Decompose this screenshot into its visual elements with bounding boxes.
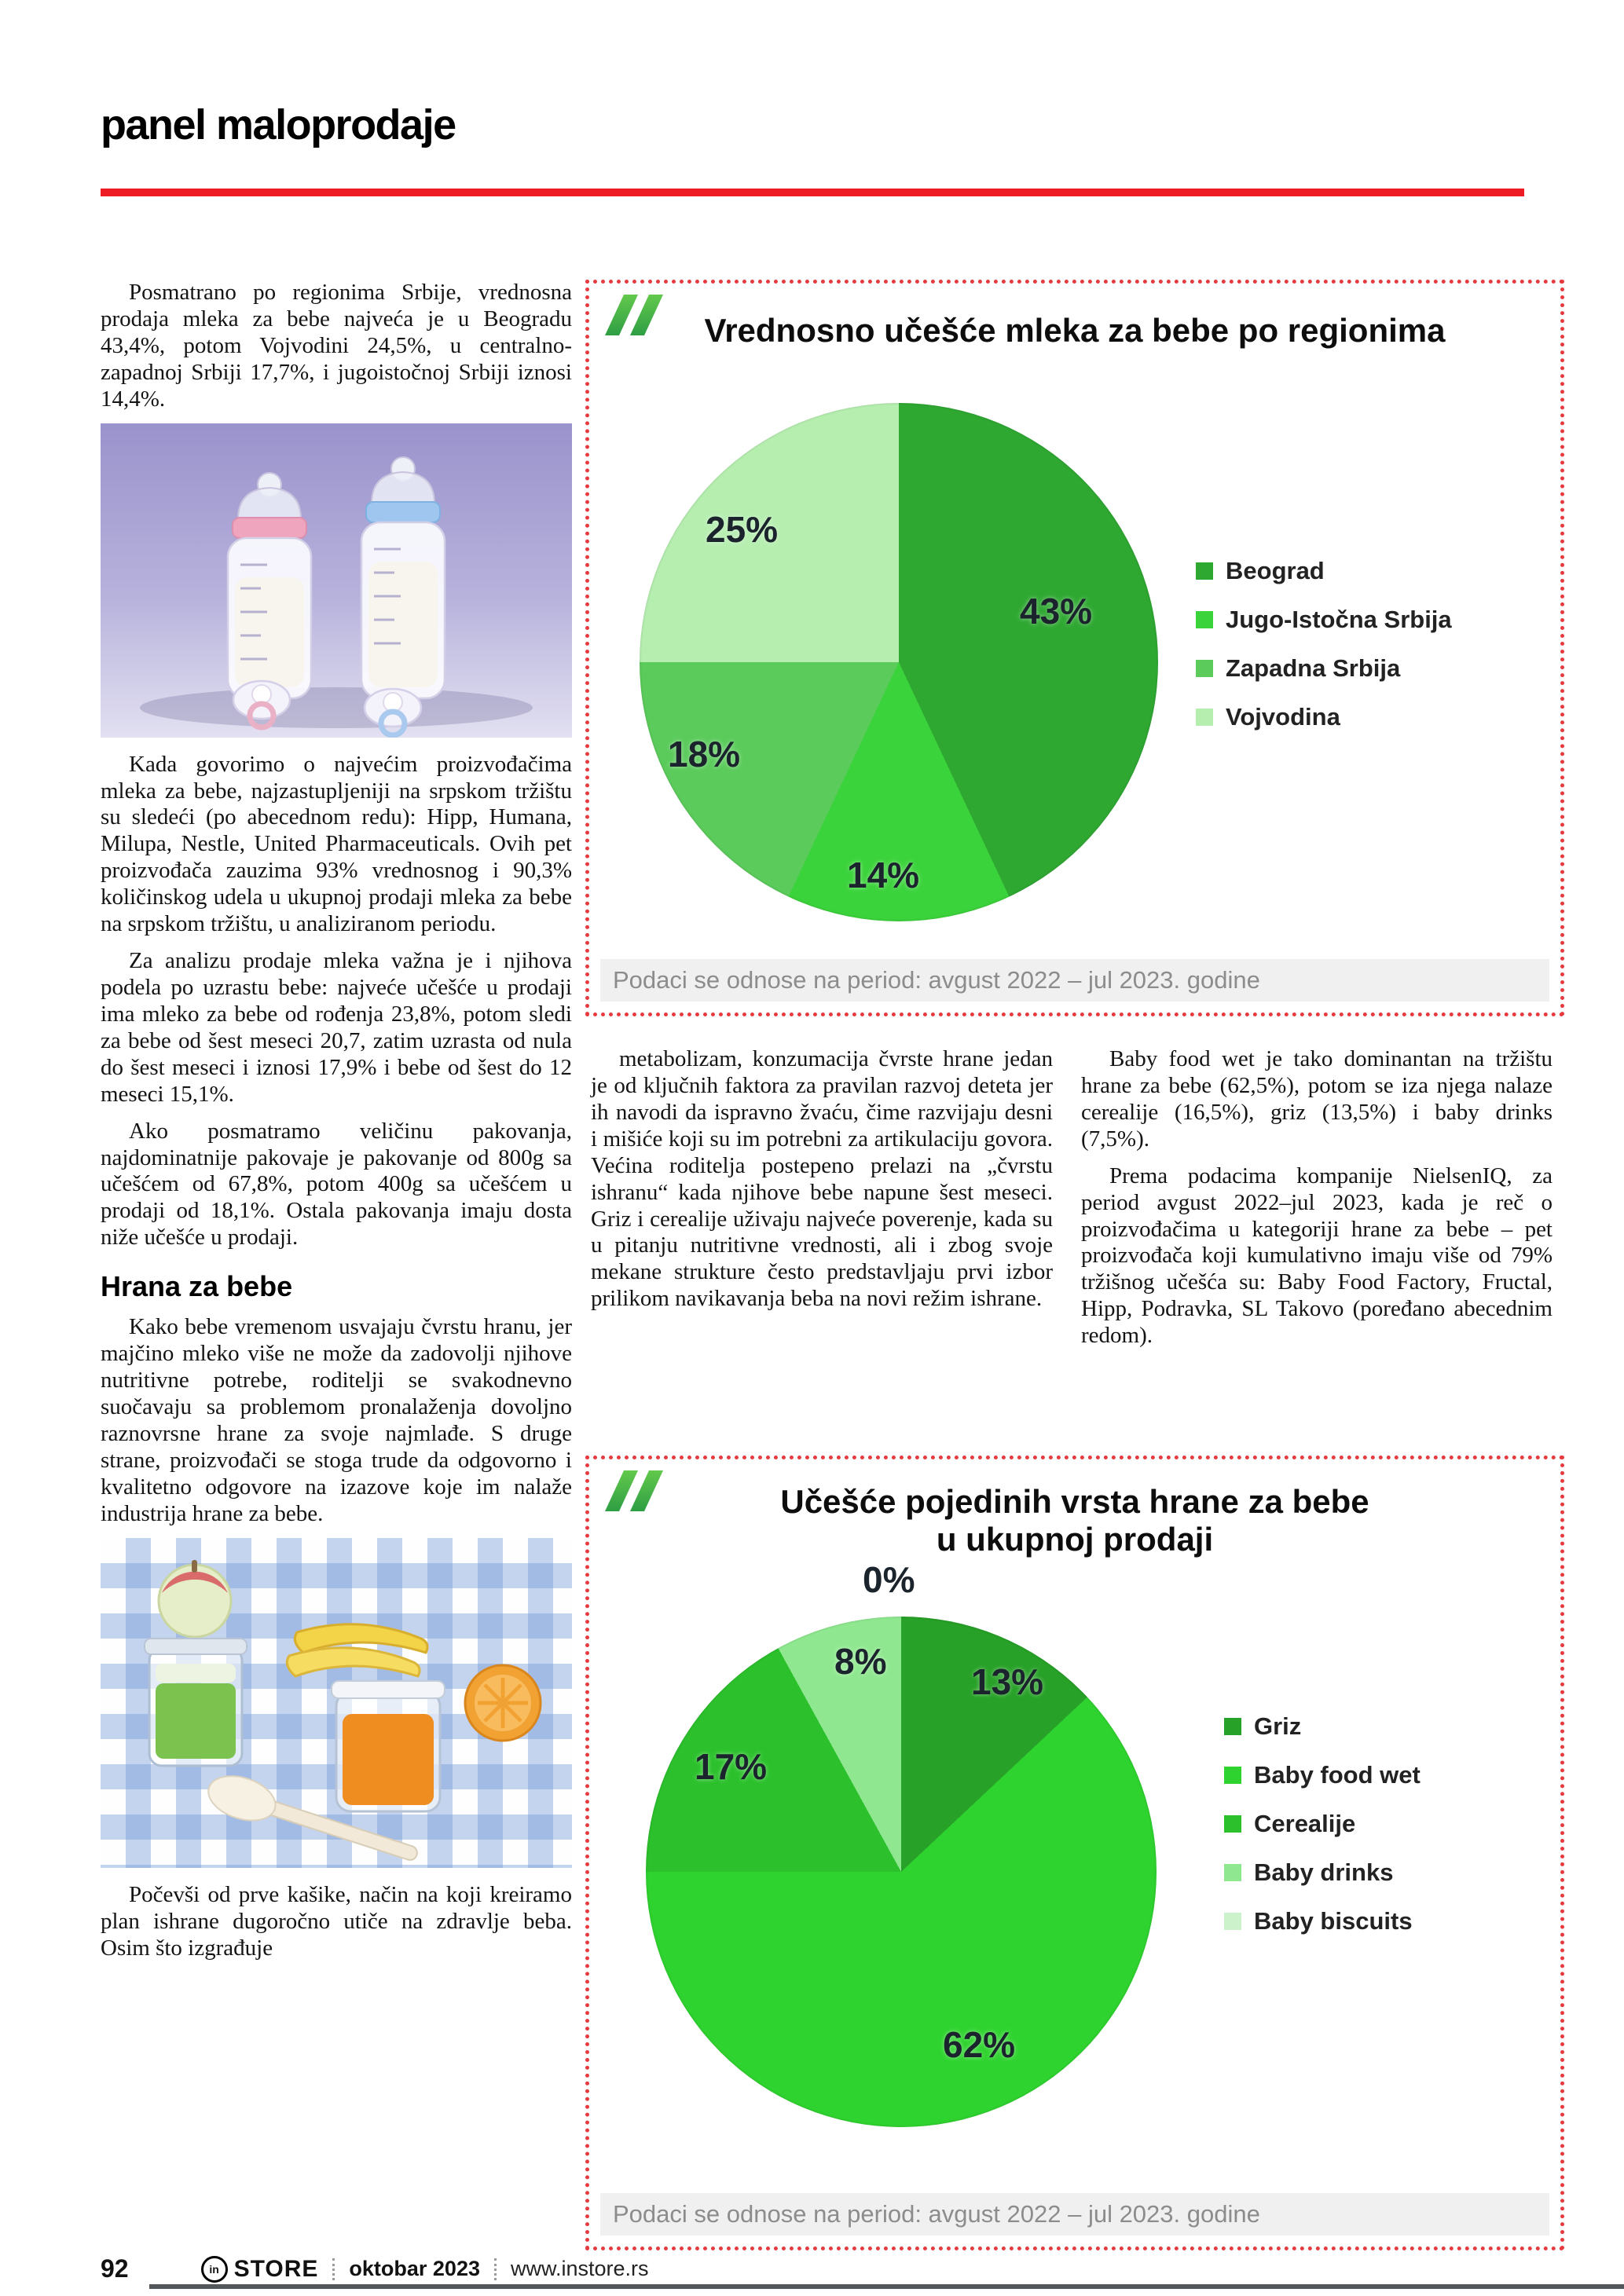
baby-food-photo [101,1538,572,1868]
page-number: 92 [101,2254,129,2283]
chart-title-line-2: u ukupnoj prodaji [936,1521,1214,1558]
pie-value-label-cerealije: 17% [695,1746,768,1787]
pie-value-label-zapadna: 18% [668,734,741,774]
page-bottom-rule [149,2284,1624,2289]
chart-title-line-1: Učešće pojedinih vrsta hrane za bebe [780,1483,1369,1520]
chart-caption-band [600,2193,1549,2236]
pie-value-label-baby-drinks: 8% [834,1641,887,1682]
footer-divider [332,2258,335,2280]
legend-item [1224,1907,1421,1935]
legend-item [1224,1810,1421,1838]
instore-logo-icon [201,2256,228,2283]
baby-bottles-illustration [101,423,572,738]
legend-item [1196,703,1452,731]
baby-bottles-photo [101,423,572,738]
chart-box-milk-regions [585,280,1564,1016]
chart-legend-food-types [1224,1712,1421,1935]
chart-legend-milk-regions [1196,557,1452,731]
legend-swatch [1196,709,1213,726]
paragraph-first-spoon: Počevši od prve kašike, način na koji kreiramo plan ishrane dugoročno utiče na zdravlje beba. Osim što izgrađuje [101,1881,572,1961]
right-column [1081,1046,1553,1360]
pie-chart-food-types [646,1617,1157,2127]
chart-box-food-types [585,1456,1564,2250]
pie-chart-milk-regions [640,403,1158,921]
paragraph-metabolism: metabolizam, konzumacija čvrste hrane jedan je od ključnih faktora za pravilan razvoj deteta jer ih navodi da ispravno žvaću, čime razvijaju desni i mišiće koji su im potrebni za artikulaciju govora. Većina roditelja postepeno prelazi na „čvrstu ishranu“ kada njihove bebe napune šest meseci. Griz i cerealije uživaju najveće poverenje, kada su u pitanju nutritivne vrednosti, ali i zbog svoje mekane strukture često predstavljaju prvi izbor prilikom navikavanja beba na novi režim ishrane. [591,1046,1053,1312]
legend-item [1224,1858,1421,1887]
paragraph-nielseniq: Prema podacima kompanije NielsenIQ, za period avgust 2022–jul 2023, kada je reč o proizvođačima u kategoriji hrane za bebe – pet proizvođača koji kumulativno imaju više od 79% tržišnog učešća su: Baby Food Factory, Fructal, Hipp, Podravka, SL Takovo (poređano abecednim redom). [1081,1163,1553,1349]
legend-swatch [1224,1864,1241,1881]
subsection-heading: Hrana za bebe [101,1270,293,1303]
legend-item [1196,606,1452,634]
legend-item [1196,557,1452,585]
paragraph-baby-food-intro: Kako bebe vremenom usvajaju čvrstu hranu, jer majčino mleko više ne može da zadovolji njihove nutritivne potrebe, roditelji se svakodnevno suočavaju sa problemom pronalaženja dovoljno raznovrsne hrane za svoje najmlađe. S druge strane, proizvođači se stoga trude da odgovorno i kvalitetno odgovore na izazove koje im nalaže industrija hrane za bebe. [101,1314,572,1526]
legend-label: Baby biscuits [1254,1907,1413,1935]
paragraph-baby-food-wet: Baby food wet je tako dominantan na tržištu hrane za bebe (62,5%), potom se iza njega nalaze cerealije (16,5%), griz (13,5%) i baby drinks (7,5%). [1081,1046,1553,1152]
middle-column [591,1046,1053,1323]
legend-label: Baby drinks [1254,1858,1394,1886]
legend-swatch [1196,562,1213,580]
legend-label: Cerealije [1254,1810,1356,1837]
website-url[interactable]: www.instore.rs [510,2257,649,2280]
legend-item [1224,1761,1421,1789]
paragraph-regions: Posmatrano po regionima Srbije, vrednosna prodaja mleka za bebe najveća je u Beogradu 43,4%, potom Vojvodini 24,5%, u centralno-zapadnoj Srbiji 17,7%, i jugoistočnoj Srbiji iznosi 14,4%. [101,280,572,412]
pie-value-label-baby-biscuits: 0% [863,1559,915,1600]
header-rule [101,189,1524,196]
legend-swatch [1196,611,1213,628]
paragraph-producers: Kada govorimo o najvećim proizvođačima mleka za bebe, najzastupljeniji na srpskom tržištu su sledeći (po abecednom redu): Hipp, Humana, Milupa, Nestle, United Pharmaceuticals. Ovih pet proizvođača zauzima 93% vrednosnog i 90,3% količinskog udela u ukupnoj prodaji mleka za bebe na srpskom tržištu, u analiziranom periodu. [101,751,572,937]
pie-value-label-jugoistocna: 14% [847,855,920,895]
paragraph-age-groups: Za analizu prodaje mleka važna je i njihova podela po uzrastu bebe: najveće učešće u prodaji ima mleko za bebe od rođenja 23,8%, potom sledi za bebe od šest meseci 20,7, zatim uzrasta od nula do šest meseci i iznosi 17,9% i bebe od šest do 12 meseci 15,1%. [101,948,572,1107]
paragraph-pack-sizes: Ako posmatramo veličinu pakovanja, najdominatnije pakovaje je pakovanje od 800g sa učešćem od 67,8%, potom 400g sa učešćem u prodaji od 18,1%. Ostala pakovanja imaju dosta niže učešće u prodaji. [101,1118,572,1251]
legend-label: Beograd [1226,557,1325,584]
pie-value-label-beograd: 43% [1020,591,1093,632]
legend-swatch [1224,1718,1241,1735]
legend-label: Griz [1254,1712,1302,1740]
chart-title-milk-regions: Vrednosno učešće mleka za bebe po regionima [704,312,1446,349]
page-footer [101,2254,649,2283]
left-column [101,280,572,1972]
baby-food-illustration [101,1538,572,1868]
logo-mark-text: in [209,2262,219,2276]
chart-caption-text: Podaci se odnose na period: avgust 2022 – jul 2023. godine [613,2200,1260,2228]
magazine-brand: STORE [233,2255,319,2282]
chart-caption-band [600,959,1549,1002]
legend-label: Baby food wet [1254,1761,1421,1789]
legend-swatch [1224,1767,1241,1784]
legend-swatch [1196,660,1213,677]
legend-swatch [1224,1815,1241,1833]
section-header: panel maloprodaje [101,101,456,148]
pie-value-label-griz: 13% [971,1661,1044,1702]
legend-item [1224,1712,1421,1741]
chart-caption-text: Podaci se odnose na period: avgust 2022 – jul 2023. godine [613,966,1260,994]
pie-value-label-vojvodina: 25% [706,509,779,550]
footer-divider [494,2258,497,2280]
legend-label: Jugo-Istočna Srbija [1226,606,1452,633]
legend-label: Vojvodina [1226,703,1340,731]
legend-item [1196,654,1452,683]
legend-label: Zapadna Srbija [1226,654,1401,682]
pie-value-label-baby-food-wet: 62% [943,2024,1016,2065]
legend-swatch [1224,1913,1241,1930]
chart-title-food-types [621,1483,1529,1559]
issue-date: oktobar 2023 [349,2257,480,2280]
